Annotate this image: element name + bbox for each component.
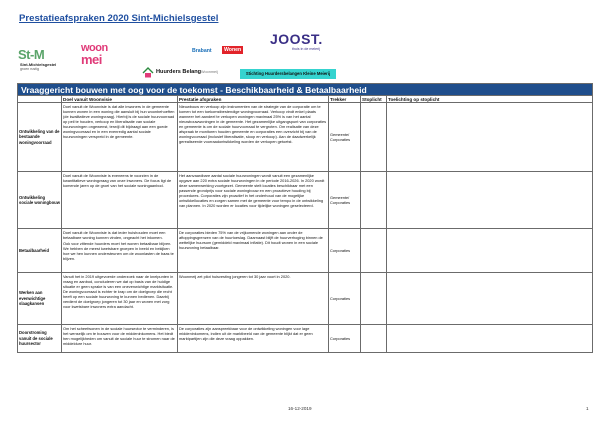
row-stoplicht bbox=[361, 103, 387, 172]
woonmeij-logo-line1: woon bbox=[81, 42, 108, 54]
header-stoplicht: Stoplicht bbox=[361, 96, 387, 103]
table-row bbox=[18, 273, 593, 325]
brabant-wonen-logo bbox=[192, 46, 254, 62]
row-prestatie bbox=[178, 172, 329, 229]
row-doel bbox=[62, 273, 178, 325]
row-doel-paragraph: Ook voor zittende huurders moet het wonen betaalbaar blijven. We hebben de meest kwetsbare groepen in beeld en bekijken hoe we hen kunnen ondersteunen om de woonlasten de baas te blijven. bbox=[63, 240, 174, 261]
row-doel-paragraph: Vanuit het in 2019 uitgevoerde onderzoek naar de knelpunten in vraag en aanbod, concluderen we dat op basis van de huidige situatie er geen sprake is van een onevenwichtige marktsituatie. De woningvoorraad is echter te krap om de doelgroep die recht heeft op een sociale huurwoning te kunnen bedienen. Daarbij verdient de doelgroep jongeren tot 30 jaar en wonen met zorg voor kwetsbare inwoners extra aandacht. bbox=[63, 273, 174, 309]
header-toelichting: Toelichting op stoplicht bbox=[387, 96, 593, 103]
row-toelichting bbox=[387, 325, 593, 353]
row-trekker: Gemeente/ Corporaties bbox=[329, 172, 361, 229]
woonmeij-logo bbox=[79, 42, 127, 68]
row-toelichting bbox=[387, 229, 593, 273]
row-topic: Doorstroming vanuit de sociale huursector bbox=[18, 325, 62, 353]
row-prestatie bbox=[178, 229, 329, 273]
row-doel-paragraph: Doel vanuit de Woonvisie is dat alle inwoners in de gemeente kunnen wonen in een woning die aansluit bij hun woonbehoeften (de kwalitatieve woningvraag). Hierbij is de sociale huurvoorraad op peil te houden, verkoop en liberalisatie van sociale huurwoningen ongewenst, terwijl dit bijdraagt aan een goede woningvoorraad en in een evenredig aantal sociale huurwoningen verspreid in de gemeente. bbox=[63, 103, 175, 139]
row-topic: Werken aan evenwichtige slaagkansen bbox=[18, 273, 62, 325]
page-number: 1 bbox=[586, 406, 589, 411]
page-title: Prestatieafspraken 2020 Sint-Michielsgestel bbox=[19, 13, 219, 24]
row-stoplicht bbox=[361, 273, 387, 325]
row-trekker: Gemeente/ Corporaties bbox=[329, 103, 361, 172]
row-prestatie bbox=[178, 325, 329, 353]
header-prestatie: Prestatie afspraken bbox=[178, 96, 329, 103]
row-stoplicht bbox=[361, 325, 387, 353]
row-trekker: Corporaties bbox=[329, 325, 361, 353]
row-doel bbox=[62, 103, 178, 172]
huurders-belang-name: Huurders Belang bbox=[156, 69, 202, 75]
table-row bbox=[18, 229, 593, 273]
house-icon bbox=[142, 67, 154, 78]
row-toelichting bbox=[387, 273, 593, 325]
row-prestatie-paragraph: Nieuwbouw en verkoop zijn instrumenten van de strategie van de corporatie om te komen tot een toekomstbestendige woningvoorraad. Verkoop vindt enkel plaats wanneer het aandeel te verkopen woningen maximaal 25% is van het aantal nieuwbouwwoningen in de gemeente. Het gezamenlijke uitgangspunt van corporaties en gemeente is om de sociale huurvoorraad te vergroten. Om realisatie van deze afspraak te monitoren houden gemeente en corporaties een overzicht bij van de woningvoorraad (inclusief liberalisatie, sloop en verkoop). Aan de daadwerkelijk gerealiseerde voorraadontwikkeling worden de verkopen getoetst. bbox=[179, 103, 327, 144]
row-toelichting bbox=[387, 103, 593, 172]
gemeente-logo-tagline: groen rustig bbox=[20, 67, 39, 71]
stichting-label: Stichting Huurdersbelangen Kleine Meierij bbox=[240, 69, 336, 79]
huurders-belang-logo bbox=[142, 67, 232, 81]
row-doel-paragraph: Doel vanuit de Woonvisie is eveneens te voorzien in de kwantitatieve woningvraag van onze inwoners. De focus ligt de komende jaren op de groei van het sociale woningaanbod. bbox=[63, 172, 172, 188]
row-topic: Betaalbaarheid bbox=[18, 229, 62, 273]
table-row bbox=[18, 172, 593, 229]
brabant-logo-left: Brabant bbox=[192, 48, 212, 54]
joost-logo bbox=[270, 33, 324, 61]
header-topic bbox=[18, 96, 62, 103]
joost-logo-tagline: thuis in de meierij bbox=[292, 47, 320, 51]
header-doel: Doel vanuit Woonvisie bbox=[62, 96, 178, 103]
huurders-belang-sub: Woonmeij bbox=[201, 70, 218, 74]
row-prestatie-paragraph: De corporaties bieden 75% van de vrijkomende woningen aan onder de aftoppingsgrenzen van de huurtoeslag. Daarnaast blijft de huurverhoging binnen de wettelijke huursom (gemiddeld maximaal inflatie). Dit houdt wonen in een sociale huurwoning betaalbaar. bbox=[179, 229, 323, 250]
afspraken-table bbox=[17, 83, 593, 353]
row-stoplicht bbox=[361, 229, 387, 273]
section-banner: Vraaggericht bouwen met oog voor de toekomst - Beschikbaarheid & Betaalbaarheid bbox=[18, 84, 593, 96]
row-trekker: Corporaties bbox=[329, 229, 361, 273]
row-doel-paragraph: Om het scheefwonen in de sociale huursector te verminderen, is het wenselijk om te bouwen voor de middeninkomens. Het biedt hen mogelijkheden om vanuit de sociale huur te stromen naar de middeldure huur. bbox=[63, 325, 175, 346]
row-stoplicht bbox=[361, 172, 387, 229]
brabant-logo-right: Wonen bbox=[224, 47, 242, 53]
header-row bbox=[18, 96, 593, 103]
row-doel bbox=[62, 229, 178, 273]
woonmeij-logo-line2: mei bbox=[81, 52, 102, 67]
row-prestatie-paragraph: Woonmeij zet pilot huisvesting jongeren tot 30 jaar voort in 2020. bbox=[179, 273, 291, 279]
footer-date: 16-12-2019 bbox=[288, 406, 312, 411]
row-prestatie-paragraph: Het aanvaardbare aantal sociale huurwoningen wordt vanuit een gezamenlijke opgave aan 220 extra sociale huurwoningen in de periode 2016-2026. In 2020 wordt deze samenwerking voortgezet. Gemeente stelt locaties beschikbaar met een passende grondprijs voor sociale woningbouw en een proactieve houding bij procedures. Corporaties zijn proactief in het onderhoud van de mogelijke ontwikkellocaties en zorgen samen met de gemeente voor tempo in de ontwikkeling van plannen. In 2020 worden er locaties voor tijdelijke woningen geselecteerd. bbox=[179, 172, 325, 208]
gemeente-logo-name: Sint-Michielsgestel bbox=[20, 62, 57, 67]
row-topic: Ontwikkeling van de bestaande woningvoorraad bbox=[18, 103, 62, 172]
row-doel bbox=[62, 325, 178, 353]
row-trekker: Corporaties bbox=[329, 273, 361, 325]
row-prestatie-paragraph: De corporaties zijn aanspreekbaar voor de ontwikkeling woningen voor lage middeninkomens, indien uit de marktbeeld van de gemeente blijkt dat er geen marktpartijen zijn die deze vraag oppakken. bbox=[179, 325, 313, 341]
row-prestatie bbox=[178, 273, 329, 325]
joost-logo-name: JOOST. bbox=[270, 31, 323, 47]
row-prestatie bbox=[178, 103, 329, 172]
table-row bbox=[18, 103, 593, 172]
header-trekker: Trekker bbox=[329, 96, 361, 103]
table-row bbox=[18, 325, 593, 353]
row-doel-paragraph: Doel vanuit de Woonvisie is dat ieder huishouden moet een betaalbare woning kunnen vinden, ongeacht het inkomen. bbox=[63, 229, 166, 240]
row-topic: Ontwikkeling sociale woningbouw bbox=[18, 172, 62, 229]
row-doel bbox=[62, 172, 178, 229]
gemeente-logo-mark: St-M bbox=[18, 47, 45, 62]
row-toelichting bbox=[387, 172, 593, 229]
